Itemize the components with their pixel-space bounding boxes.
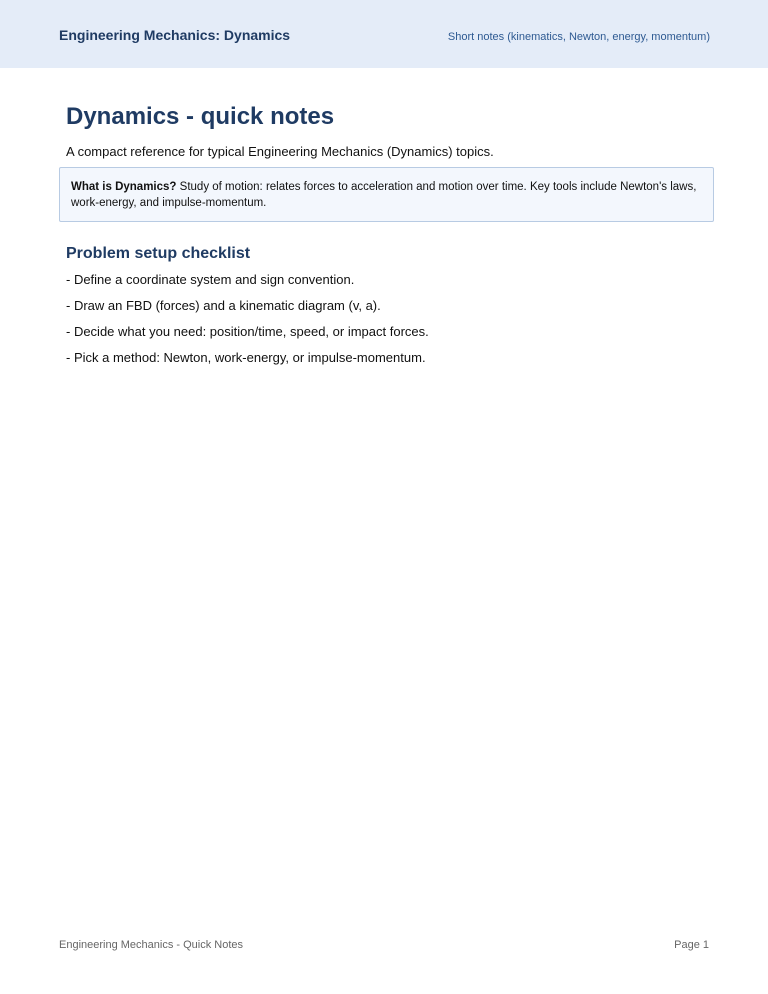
intro-text: A compact reference for typical Engineering Mechanics (Dynamics) topics. xyxy=(66,144,494,159)
checklist-item: - Define a coordinate system and sign convention. xyxy=(66,272,355,287)
footer-left: Engineering Mechanics - Quick Notes xyxy=(59,939,244,951)
callout-text: Study of motion: relates forces to acceleration and motion over time. Key tools include Newton's laws, work-energy, and impulse-momentum. xyxy=(71,181,697,209)
checklist-item: - Draw an FBD (forces) and a kinematic diagram (v, a). xyxy=(66,298,381,313)
checklist-item: - Decide what you need: position/time, speed, or impact forces. xyxy=(66,324,429,339)
definition-callout xyxy=(59,167,714,222)
checklist-item: - Pick a method: Newton, work-energy, or impulse-momentum. xyxy=(66,350,426,365)
header-title: Engineering Mechanics: Dynamics xyxy=(59,27,291,43)
callout-label: What is Dynamics? xyxy=(71,181,177,193)
header-subtitle: Short notes (kinematics, Newton, energy, momentum) xyxy=(447,31,710,43)
page-header xyxy=(0,0,768,68)
checklist-heading: Problem setup checklist xyxy=(66,245,251,262)
checklist xyxy=(66,272,429,376)
page-title: Dynamics - quick notes xyxy=(66,103,335,130)
page-number: Page 1 xyxy=(674,939,709,951)
